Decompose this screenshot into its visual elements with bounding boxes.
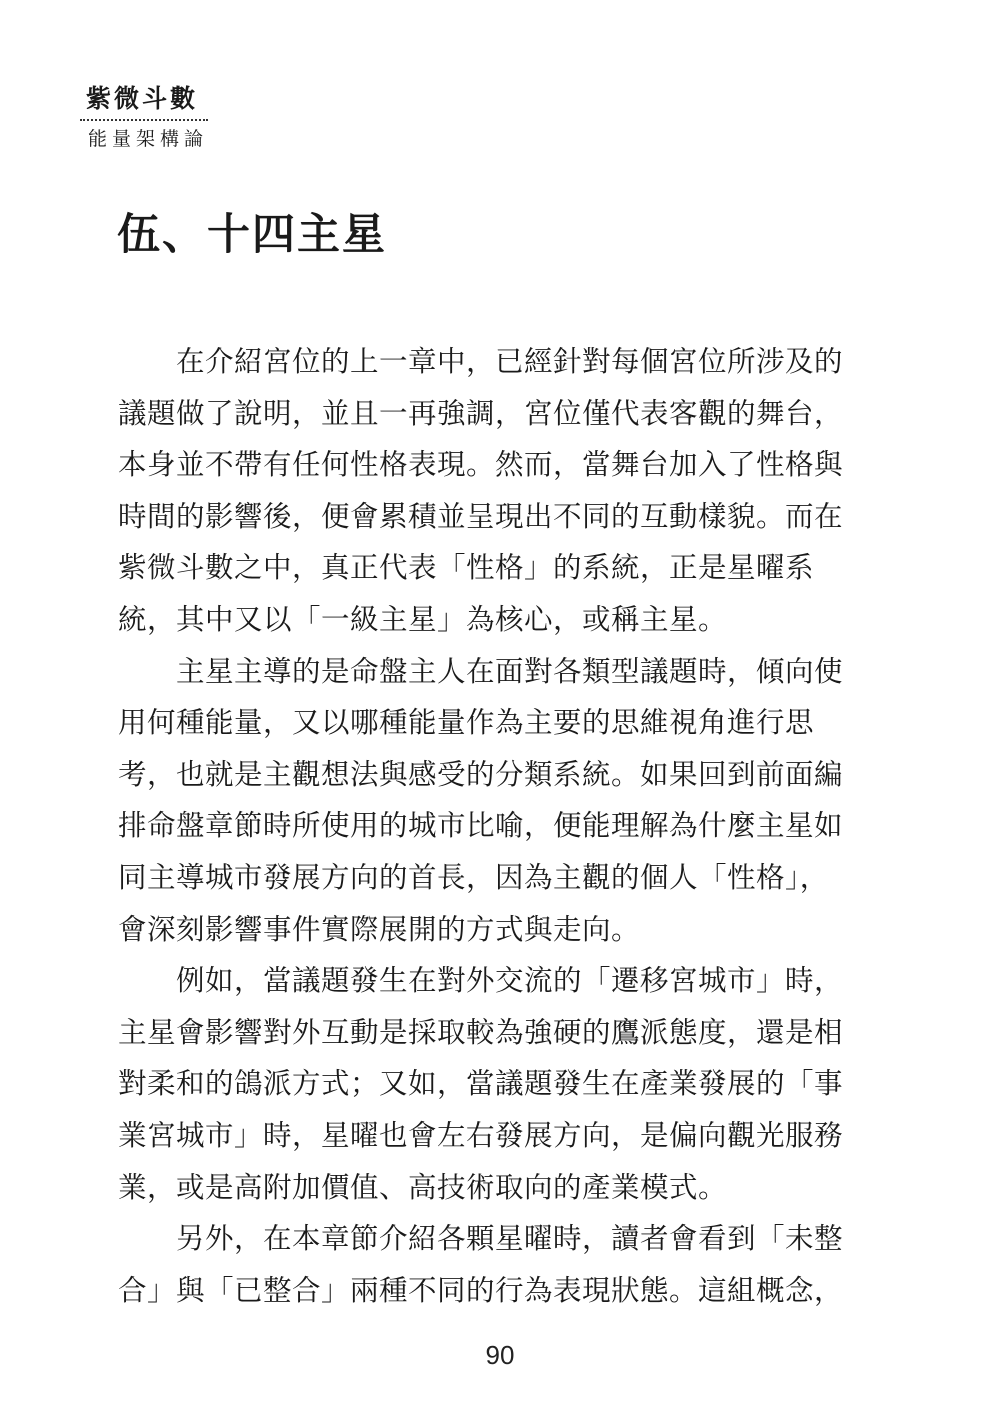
paragraph-line: 本身並不帶有任何性格表現。然而，當舞台加入了性格與 xyxy=(118,448,844,482)
paragraph-line: 業，或是高附加價值、高技術取向的產業模式。 xyxy=(118,1170,728,1204)
paragraph-line: 業宮城市」時，星曜也會左右發展方向，是偏向觀光服務 xyxy=(118,1118,844,1152)
paragraph-line: 統，其中又以「一級主星」為核心，或稱主星。 xyxy=(118,602,728,636)
book-subtitle: 能量架構論 xyxy=(88,128,209,150)
paragraph-line: 在介紹宮位的上一章中，已經針對每個宮位所涉及的 xyxy=(176,345,844,378)
dotted-divider xyxy=(80,119,208,121)
paragraph-line: 會深刻影響事件實際展開的方式與走向。 xyxy=(118,912,641,946)
paragraph-line: 排命盤章節時所使用的城市比喻，便能理解為什麼主星如 xyxy=(118,809,844,843)
paragraph-line: 合」與「已整合」兩種不同的行為表現狀態。這組概念， xyxy=(118,1273,844,1307)
running-head xyxy=(80,82,208,153)
paragraph-line: 例如，當議題發生在對外交流的「遷移宮城市」時， xyxy=(176,964,844,998)
body-text xyxy=(118,336,858,1316)
paragraph-line: 議題做了說明，並且一再強調，宮位僅代表客觀的舞台， xyxy=(118,396,844,430)
paragraph-line: 同主導城市發展方向的首長，因為主觀的個人「性格」， xyxy=(118,860,829,894)
paragraph-line: 時間的影響後，便會累積並呈現出不同的互動樣貌。而在 xyxy=(118,499,844,533)
paragraph-line: 主星主導的是命盤主人在面對各類型議題時，傾向使 xyxy=(176,654,844,688)
paragraph-line: 紫微斗數之中，真正代表「性格」的系統，正是星曜系 xyxy=(118,551,815,585)
paragraph-line: 另外，在本章節介紹各顆星曜時，讀者會看到「未整 xyxy=(176,1222,844,1256)
book-title: 紫微斗數 xyxy=(86,84,199,113)
paragraph-line: 考，也就是主觀想法與感受的分類系統。如果回到前面編 xyxy=(118,757,844,791)
page-number: 90 xyxy=(485,1340,515,1370)
paragraph-line: 主星會影響對外互動是採取較為強硬的鷹派態度，還是相 xyxy=(118,1015,844,1049)
chapter-title: 伍、十四主星 xyxy=(117,210,387,260)
paragraph-line: 對柔和的鴿派方式；又如，當議題發生在產業發展的「事 xyxy=(118,1067,844,1101)
paragraph-line: 用何種能量，又以哪種能量作為主要的思維視角進行思 xyxy=(118,706,815,740)
